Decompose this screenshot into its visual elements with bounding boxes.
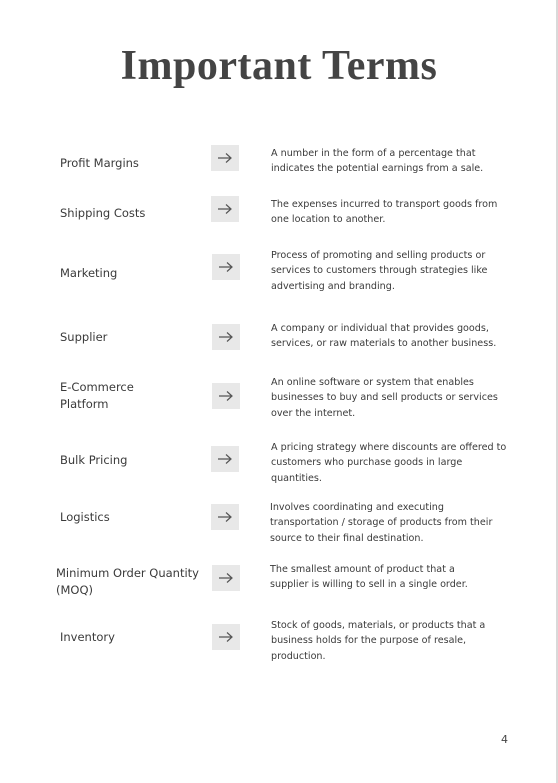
term-name: Bulk Pricing (60, 453, 128, 467)
arrow-right-icon (212, 565, 240, 591)
arrow-right-icon (211, 446, 239, 472)
term-definition: An online software or system that enables businesses to buy and sell products or services over the internet. (271, 377, 498, 419)
term-name: Inventory (60, 630, 115, 644)
term-name: Minimum Order Quantity (MOQ) (56, 566, 199, 597)
term-name: Marketing (60, 266, 118, 280)
arrow-right-icon (211, 196, 239, 222)
term-definition: A pricing strategy where discounts are offered to customers who purchase goods in large quantities. (271, 442, 507, 484)
arrow-right-icon (212, 324, 240, 350)
term-definition: The expenses incurred to transport goods from one location to another. (271, 199, 498, 226)
term-definition: The smallest amount of product that a supplier is willing to sell in a single order. (270, 564, 468, 591)
arrow-right-icon (211, 145, 239, 171)
page-title: Important Terms (120, 43, 438, 89)
term-definition: Stock of goods, materials, or products that a business holds for the purpose of resale, production. (271, 620, 486, 662)
term-definition: Process of promoting and selling products or services to customers through strategies like advertising and branding. (271, 250, 488, 292)
term-name: Shipping Costs (60, 206, 146, 220)
page-number: 4 (501, 733, 508, 746)
term-name: Logistics (60, 510, 110, 524)
term-definition: A number in the form of a percentage that indicates the potential earnings from a sale. (271, 148, 484, 175)
term-name: Profit Margins (60, 156, 139, 170)
arrow-right-icon (211, 504, 239, 530)
arrow-right-icon (212, 254, 240, 280)
term-name: E-Commerce Platform (60, 380, 134, 411)
arrow-right-icon (212, 383, 240, 409)
arrow-right-icon (212, 624, 240, 650)
term-name: Supplier (60, 330, 108, 344)
term-definition: Involves coordinating and executing transportation / storage of products from their source to their final destination. (270, 502, 493, 544)
term-definition: A company or individual that provides goods, services, or raw materials to another business. (271, 323, 497, 350)
